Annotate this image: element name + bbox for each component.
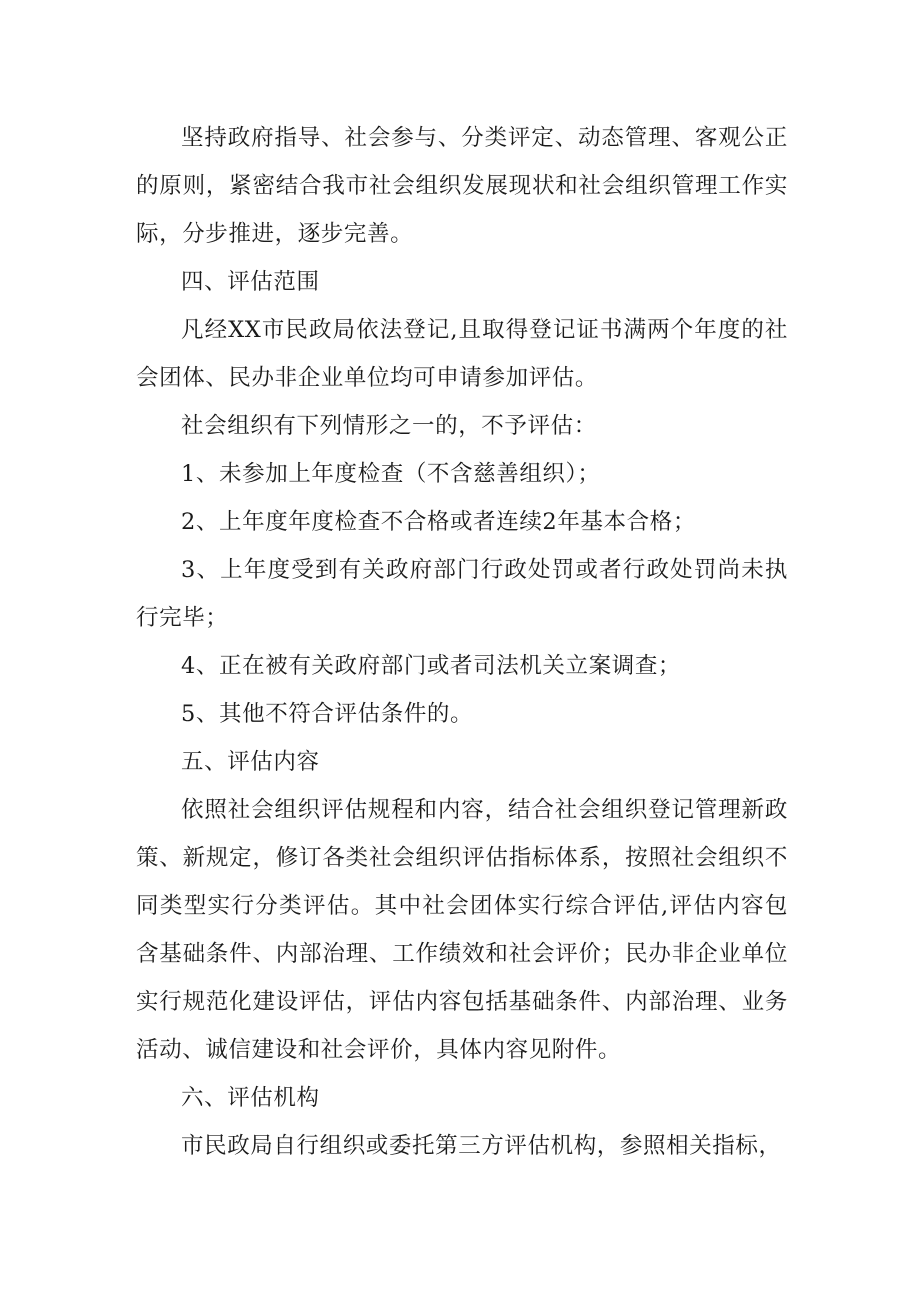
paragraph-exclusions-intro: 社会组织有下列情形之一的，不予评估： bbox=[181, 413, 597, 439]
list-item-exclusion-2: 2、上年度年度检查不合格或者连续2年基本合格； bbox=[181, 509, 696, 535]
paragraph-institution: 市民政局自行组织或委托第三方评估机构，参照相关指标， bbox=[181, 1133, 782, 1159]
paragraph-scope: 凡经XX市民政局依法登记,且取得登记证书满两个年度的社会团体、民办非企业单位均可申请参加评估。 bbox=[136, 317, 788, 391]
section-heading-content: 五、评估内容 bbox=[181, 749, 320, 775]
section-heading-scope: 四、评估范围 bbox=[181, 269, 320, 295]
list-item-exclusion-3: 3、上年度受到有关政府部门行政处罚或者行政处罚尚未执行完毕； bbox=[136, 557, 788, 631]
document-body bbox=[136, 114, 788, 1170]
list-item-exclusion-5: 5、其他不符合评估条件的。 bbox=[181, 701, 474, 727]
list-item-exclusion-1: 1、未参加上年度检查（不含慈善组织）； bbox=[181, 461, 601, 487]
paragraph-principles: 坚持政府指导、社会参与、分类评定、动态管理、客观公正的原则，紧密结合我市社会组织发展现状和社会组织管理工作实际，分步推进，逐步完善。 bbox=[136, 125, 788, 247]
paragraph-content: 依照社会组织评估规程和内容，结合社会组织登记管理新政策、新规定，修订各类社会组织评估指标体系，按照社会组织不同类型实行分类评估。其中社会团体实行综合评估,评估内容包含基础条件、内部治理、工作绩效和社会评价；民办非企业单位实行规范化建设评估，评估内容包括基础条件、内部治理、业务活动、诚信建设和社会评价，具体内容见附件。 bbox=[136, 797, 788, 1063]
section-heading-institution: 六、评估机构 bbox=[181, 1085, 320, 1111]
list-item-exclusion-4: 4、正在被有关政府部门或者司法机关立案调查； bbox=[181, 653, 682, 679]
